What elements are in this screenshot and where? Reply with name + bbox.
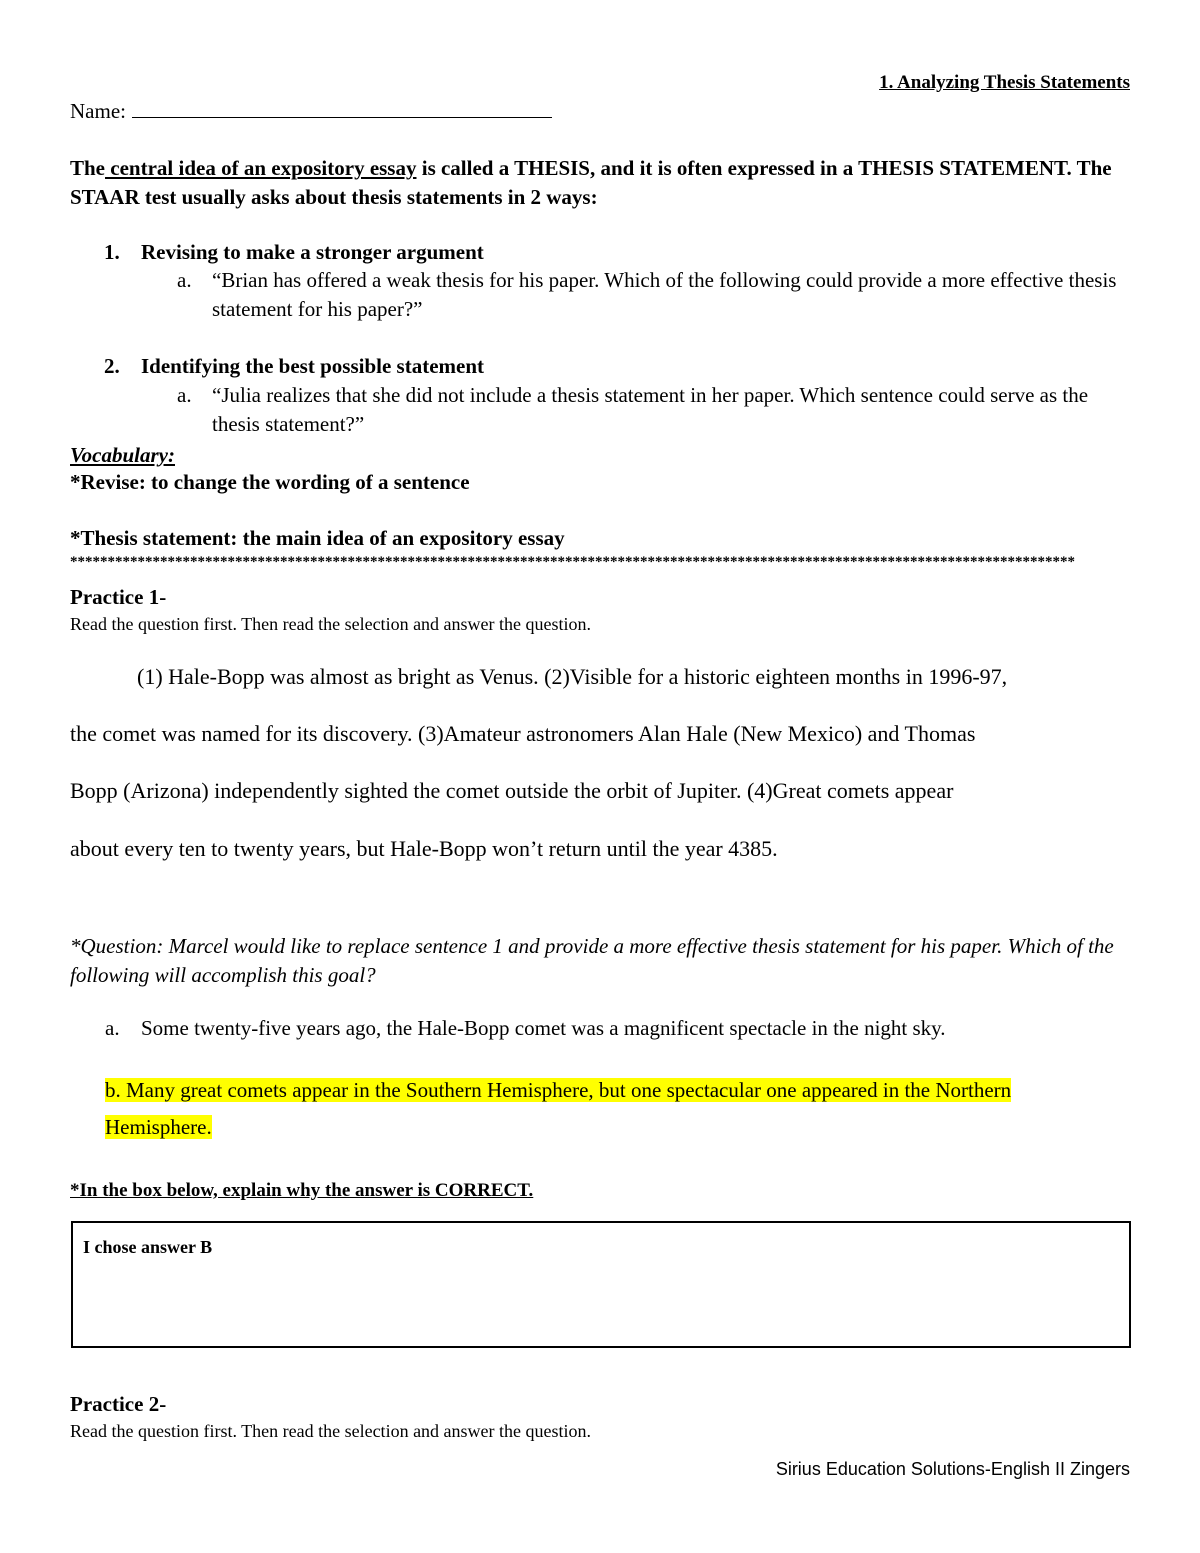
passage-line: about every ten to twenty years, but Hale-Bopp won’t return until the year 4385. <box>70 836 778 861</box>
way-1-sub-letter: a. <box>177 268 192 292</box>
asterisk-separator: ************************************************************************************************************************************** <box>70 554 1075 570</box>
choice-a-letter: a. <box>105 1016 120 1040</box>
way-2-example: “Julia realizes that she did not include a thesis statement in her paper. Which sentence could serve as the thesis statement?” <box>212 383 1089 436</box>
practice-2-instruction: Read the question first. Then read the selection and answer the question. <box>70 1421 592 1441</box>
practice-2-title: Practice 2- <box>70 1392 167 1416</box>
way-2-sub-letter: a. <box>177 383 192 407</box>
practice-1-instruction: Read the question first. Then read the selection and answer the question. <box>70 614 592 634</box>
intro-part-3: is called a THESIS, and it is often expressed in a THESIS STATEMENT. The STAAR test usually asks about thesis statements in 2 ways: <box>70 156 1112 209</box>
explain-prompt: *In the box below, explain why the answer is CORRECT. <box>70 1180 534 1201</box>
passage-line: the comet was named for its discovery. (3)Amateur astronomers Alan Hale (New Mexico) and Thomas <box>70 721 976 746</box>
practice-1-title: Practice 1- <box>70 585 167 609</box>
answer-box[interactable] <box>71 1221 1131 1348</box>
intro-paragraph <box>70 154 1130 212</box>
name-label: Name: <box>70 99 126 123</box>
answer-text: I chose answer B <box>83 1237 213 1257</box>
passage-line: (1) Hale-Bopp was almost as bright as Venus. (2)Visible for a historic eighteen months in 1996-97, <box>137 664 1008 689</box>
way-1-number: 1. <box>104 240 120 264</box>
worksheet-title: 1. Analyzing Thesis Statements <box>879 72 1130 93</box>
choice-a-text: Some twenty-five years ago, the Hale-Bopp comet was a magnificent spectacle in the night sky. <box>141 1016 946 1040</box>
way-2-heading: Identifying the best possible statement <box>141 354 485 378</box>
way-1-example: “Brian has offered a weak thesis for his paper. Which of the following could provide a more effective thesis statement for his paper?” <box>212 268 1117 321</box>
way-2-number: 2. <box>104 354 120 378</box>
vocab-revise: *Revise: to change the wording of a sentence <box>70 470 470 494</box>
way-1-heading: Revising to make a stronger argument <box>141 240 484 264</box>
choice-b <box>105 1072 1105 1146</box>
passage-line: Bopp (Arizona) independently sighted the comet outside the orbit of Jupiter. (4)Great comets appear <box>70 778 954 803</box>
vocab-thesis-statement: *Thesis statement: the main idea of an expository essay <box>70 526 565 550</box>
choice-b-highlighted-text: b. Many great comets appear in the Southern Hemisphere, but one spectacular one appeared in the Northern Hemisphere. <box>105 1078 1012 1139</box>
practice-1-question: *Question: Marcel would like to replace sentence 1 and provide a more effective thesis statement for his paper. Which of the following will accomplish this goal? <box>70 934 1114 987</box>
vocabulary-heading: Vocabulary: <box>70 443 175 467</box>
name-blank-line[interactable] <box>132 99 552 118</box>
name-field-row <box>70 99 552 124</box>
intro-part-1: The <box>70 156 106 180</box>
page-footer: Sirius Education Solutions-English II Zingers <box>775 1459 1130 1479</box>
intro-underlined-phrase: central idea of an expository essay <box>105 156 417 180</box>
